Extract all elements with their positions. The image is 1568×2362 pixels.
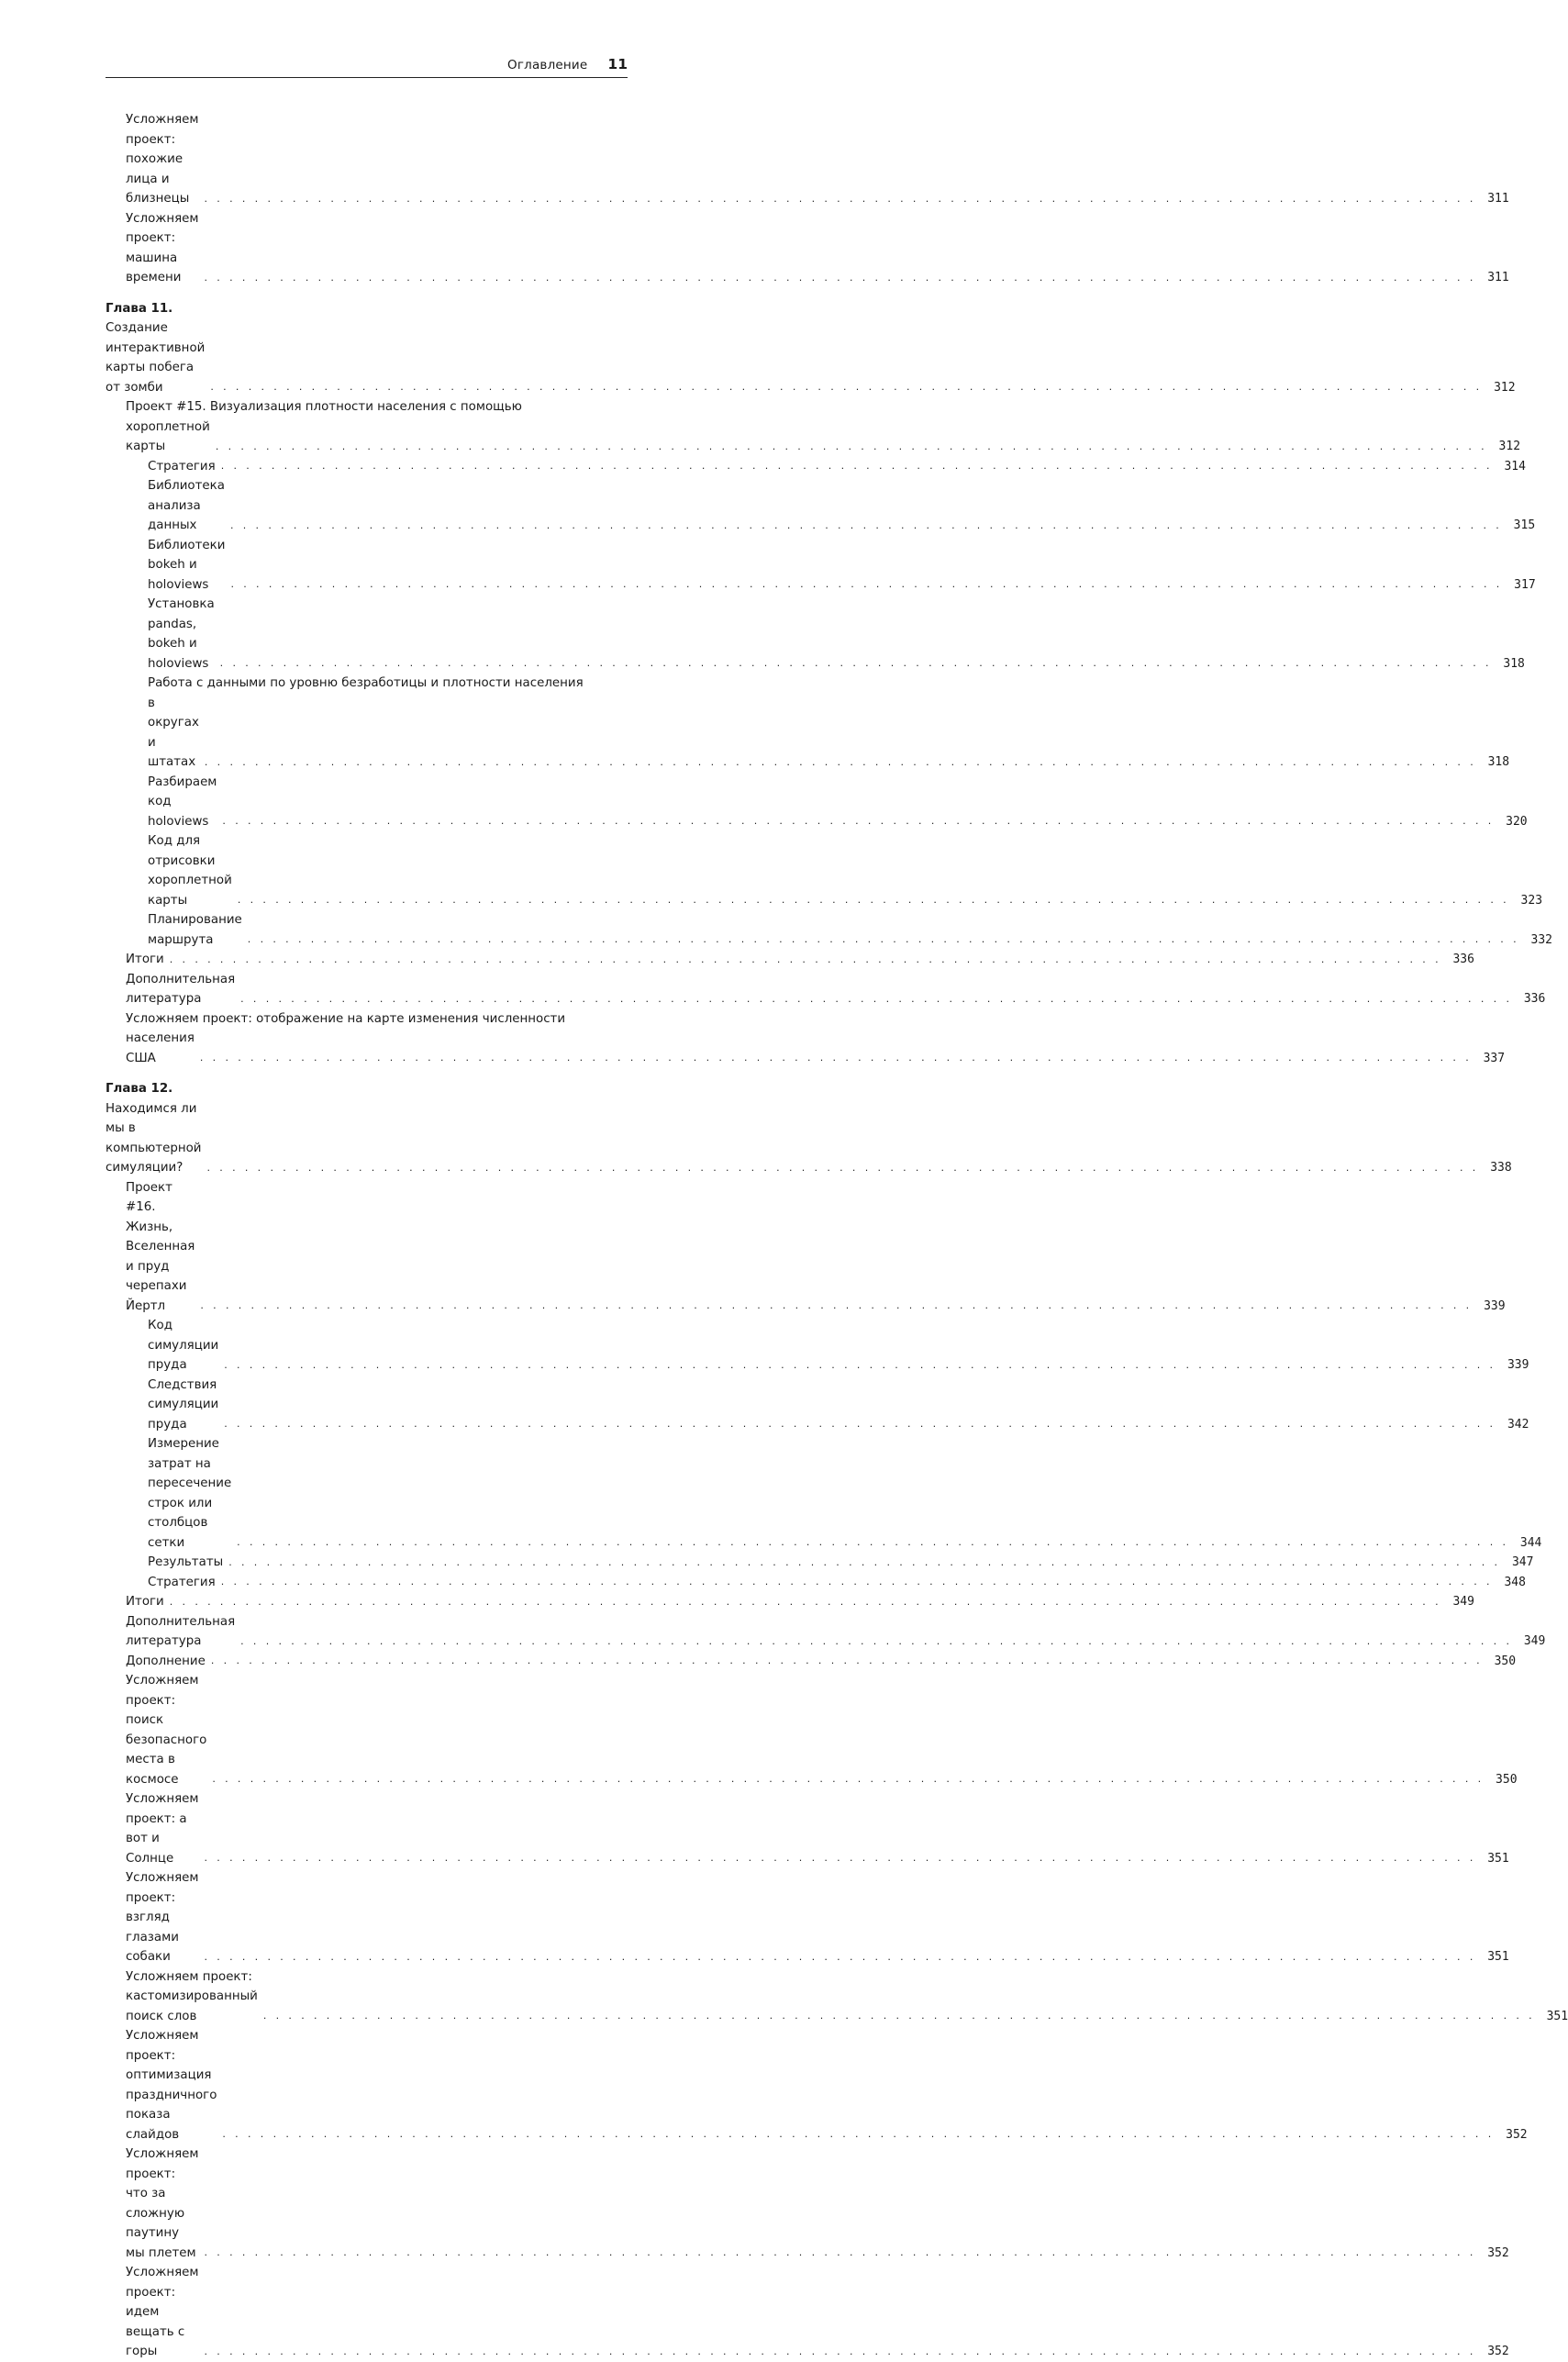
toc-entry-text: Стратегия (148, 1575, 216, 1589)
toc-entry-title (148, 1573, 216, 1593)
toc-page-number: 336 (1523, 992, 1546, 1006)
page-number: 11 (607, 56, 628, 72)
toc-page-number: 351 (1546, 2009, 1568, 2023)
toc-entry[interactable] (106, 110, 1509, 209)
toc-entry-text: Усложняем проект: кастомизированный поиск слов (126, 1969, 258, 2023)
toc-entry-title (126, 1029, 195, 1068)
chapter-label: Глава 12. (106, 1082, 173, 1096)
toc-entry[interactable] (106, 1376, 1529, 1435)
toc-page-number: 320 (1506, 814, 1528, 829)
toc-entry[interactable] (106, 536, 1536, 596)
toc-entry-title (126, 950, 164, 970)
dot-leader (222, 2129, 1494, 2140)
toc-page-number: 337 (1483, 1051, 1506, 1065)
toc-entry[interactable] (106, 457, 1526, 477)
toc-entry-text: Итоги (126, 1595, 164, 1609)
toc-entry-title (148, 1376, 218, 1435)
toc-entry-text: Установка pandas, bokeh и holoviews (148, 597, 215, 671)
toc-page-number: 312 (1498, 440, 1521, 453)
dot-leader (206, 1163, 1478, 1174)
dot-leader (216, 441, 1487, 452)
toc-chapter-entry[interactable] (106, 299, 1516, 398)
toc-page-number: 318 (1503, 656, 1525, 671)
toc-entry[interactable] (106, 1671, 1518, 1789)
toc-entry[interactable] (106, 1592, 1474, 1612)
dot-leader (224, 1360, 1496, 1371)
toc-page-number: 339 (1507, 1358, 1529, 1372)
dot-leader (230, 520, 1502, 531)
toc-entry-title (106, 299, 205, 398)
toc-entry-text: Находимся ли мы в компьютерной симуляции? (106, 1101, 202, 1175)
dot-leader (240, 1636, 1512, 1647)
dot-leader (170, 1597, 1441, 1608)
chapter-label: Глава 11. (106, 301, 173, 316)
toc-entry[interactable] (106, 910, 1552, 950)
dot-leader (205, 1853, 1476, 1864)
toc-page-number: 314 (1504, 459, 1526, 474)
toc-entry-line1 (106, 674, 628, 694)
toc-entry-title (126, 1592, 164, 1612)
toc-page-number: 342 (1507, 1417, 1529, 1432)
toc-entry-title (126, 2026, 217, 2145)
toc-entry-title: Усложняем проект: отображение на карте изменения численности (126, 1011, 566, 1026)
dot-leader (210, 382, 1482, 393)
toc-entry-text: Стратегия (148, 459, 216, 474)
dot-leader (221, 461, 1493, 472)
toc-page-number: 336 (1452, 953, 1474, 966)
dot-leader (230, 579, 1502, 590)
toc-entry-title (148, 536, 225, 596)
dot-leader (238, 895, 1509, 906)
toc-page-number: 344 (1519, 1535, 1542, 1550)
toc-entry[interactable] (106, 2145, 1509, 2263)
toc-page-number: 352 (1487, 2345, 1509, 2358)
toc-entry-text: Дополнение (126, 1654, 206, 1668)
toc-page-number: 332 (1530, 932, 1552, 947)
dot-leader (205, 194, 1476, 205)
dot-leader (170, 954, 1441, 965)
dot-leader (263, 2011, 1535, 2022)
toc-chapter-entry[interactable] (106, 1079, 1512, 1178)
dot-leader (237, 1537, 1508, 1548)
toc-page-number: 347 (1511, 1555, 1534, 1569)
table-of-contents (106, 110, 1568, 2362)
dot-leader (212, 1774, 1484, 1785)
toc-entry-line1 (106, 397, 628, 418)
toc-entry-line1 (106, 1009, 628, 1030)
toc-entry-title (126, 1612, 235, 1652)
toc-entry-title (148, 1553, 223, 1573)
toc-page-number: 312 (1494, 380, 1516, 395)
toc-entry-text: Дополнительная литература (126, 972, 236, 1006)
toc-entry-text: Усложняем проект: идем вещать с горы (126, 2266, 199, 2358)
toc-entry-title (126, 1868, 199, 1967)
toc-entry[interactable] (106, 970, 1546, 1009)
toc-entry-title (126, 970, 235, 1009)
toc-entry-text: Усложняем проект: поиск безопасного места в космосе (126, 1674, 207, 1787)
toc-entry[interactable] (106, 209, 1509, 288)
toc-page-number: 351 (1487, 1950, 1509, 1964)
toc-entry-title (148, 831, 232, 910)
toc-entry[interactable] (106, 773, 1528, 832)
toc-entry-text: Следствия симуляции пруда (148, 1377, 219, 1432)
toc-entry-text: Усложняем проект: что за сложную паутину мы плетем (126, 2147, 199, 2260)
toc-page-number: 351 (1487, 1851, 1509, 1866)
toc-entry-text: Усложняем проект: машина времени (126, 211, 199, 284)
toc-entry-title (126, 2263, 199, 2362)
toc-entry-text: Проект #16. Жизнь, Вселенная и пруд черепахи Йертл (126, 1180, 195, 1313)
toc-entry[interactable] (106, 595, 1525, 674)
toc-entry[interactable] (106, 1434, 1542, 1553)
toc-entry-title (126, 1671, 206, 1789)
toc-entry[interactable] (106, 418, 1521, 457)
toc-entry[interactable] (106, 831, 1543, 910)
dot-leader (220, 658, 1492, 669)
toc-page-number: 317 (1514, 577, 1536, 592)
toc-entry-title (126, 1178, 195, 1317)
toc-entry-title (148, 1316, 218, 1376)
toc-entry-text: Итоги (126, 953, 164, 966)
dot-leader (205, 2247, 1476, 2258)
toc-entry-title (148, 1434, 231, 1553)
toc-entry-title (106, 1079, 201, 1178)
toc-entry-text: Создание интерактивной карты побега от зомби (106, 321, 206, 395)
toc-entry[interactable] (106, 1029, 1506, 1068)
toc-entry-text: населения США (126, 1031, 195, 1065)
toc-entry[interactable] (106, 1573, 1526, 1593)
toc-entry[interactable] (106, 2026, 1528, 2145)
dot-leader (222, 816, 1494, 827)
toc-entry-text: Планирование маршрута (148, 913, 242, 947)
dot-leader (205, 1952, 1476, 1963)
dot-leader (200, 1053, 1472, 1064)
toc-page-number: 318 (1487, 755, 1510, 769)
toc-page-number: 352 (1506, 2127, 1528, 2142)
toc-entry[interactable] (106, 1967, 1568, 2027)
toc-page-number: 349 (1523, 1634, 1546, 1648)
toc-entry-title (126, 1652, 206, 1672)
toc-entry-text: Результаты (148, 1555, 224, 1569)
toc-entry-text: Библиотеки bokeh и holoviews (148, 538, 226, 592)
toc-entry-text: хороплетной карты (126, 419, 210, 453)
toc-page-number: 350 (1494, 1654, 1517, 1668)
dot-leader (205, 2346, 1476, 2357)
toc-entry-text: Усложняем проект: оптимизация праздничного показа слайдов (126, 2029, 217, 2142)
dot-leader (228, 1557, 1500, 1568)
toc-entry[interactable] (106, 1178, 1506, 1317)
toc-entry-text: Усложняем проект: а вот и Солнце (126, 1792, 199, 1866)
toc-entry[interactable] (106, 476, 1536, 536)
toc-page-number: 311 (1487, 192, 1509, 206)
toc-entry-title (126, 110, 199, 209)
toc-entry[interactable] (106, 1316, 1529, 1376)
toc-entry-text: Усложняем проект: похожие лица и близнецы (126, 113, 199, 206)
toc-page-number: 348 (1504, 1575, 1526, 1589)
dot-leader (211, 1655, 1483, 1666)
toc-entry[interactable] (106, 694, 1510, 773)
toc-entry-title (126, 2145, 199, 2263)
toc-page-number: 350 (1496, 1772, 1518, 1787)
toc-entry-title (148, 457, 216, 477)
toc-entry-title (126, 1967, 258, 2027)
toc-page-number: 339 (1484, 1298, 1506, 1313)
dot-leader (224, 1419, 1496, 1430)
toc-entry-text: Усложняем проект: взгляд глазами собаки (126, 1871, 199, 1964)
toc-entry-text: Код для отрисовки хороплетной карты (148, 834, 232, 908)
toc-page-number: 311 (1487, 271, 1509, 284)
toc-entry-text: Код симуляции пруда (148, 1319, 219, 1372)
running-header (106, 53, 628, 78)
toc-entry-title (148, 595, 215, 674)
toc-entry-text: в округах и штатах (148, 696, 199, 769)
toc-entry-text: Измерение затрат на пересечение строк или столбцов сетки (148, 1437, 232, 1550)
toc-entry-title (148, 773, 217, 832)
toc-entry[interactable] (106, 950, 1474, 970)
toc-entry-text: Разбираем код holoviews (148, 774, 217, 829)
toc-entry-title (148, 476, 225, 536)
dot-leader (240, 994, 1512, 1005)
toc-entry-title (148, 910, 242, 950)
toc-entry-title (126, 209, 199, 288)
toc-entry-text: Дополнительная литература (126, 1614, 236, 1648)
toc-entry-title: Работа с данными по уровню безработицы и плотности населения (148, 676, 584, 690)
toc-entry[interactable] (106, 1553, 1534, 1573)
toc-entry[interactable] (106, 1612, 1546, 1652)
toc-entry[interactable] (106, 1789, 1509, 1868)
toc-entry-title (148, 694, 199, 773)
toc-page-number: 352 (1487, 2245, 1509, 2260)
toc-entry-title (126, 1789, 199, 1868)
toc-page-number: 323 (1520, 893, 1543, 908)
toc-entry[interactable] (106, 1652, 1517, 1672)
toc-page-number: 349 (1452, 1595, 1474, 1609)
toc-page-number: 315 (1513, 518, 1536, 532)
toc-entry[interactable] (106, 2263, 1509, 2362)
toc-entry[interactable] (106, 1868, 1509, 1967)
dot-leader (205, 757, 1476, 768)
dot-leader (205, 273, 1476, 284)
toc-entry-title: Проект #15. Визуализация плотности населения с помощью (126, 400, 522, 414)
dot-leader (200, 1300, 1472, 1311)
running-header-title: Оглавление (507, 58, 588, 72)
dot-leader (248, 934, 1519, 945)
dot-leader (221, 1577, 1493, 1588)
toc-page-number: 338 (1490, 1161, 1512, 1175)
toc-entry-text: Библиотека анализа данных (148, 479, 225, 532)
toc-entry-title (126, 418, 210, 457)
